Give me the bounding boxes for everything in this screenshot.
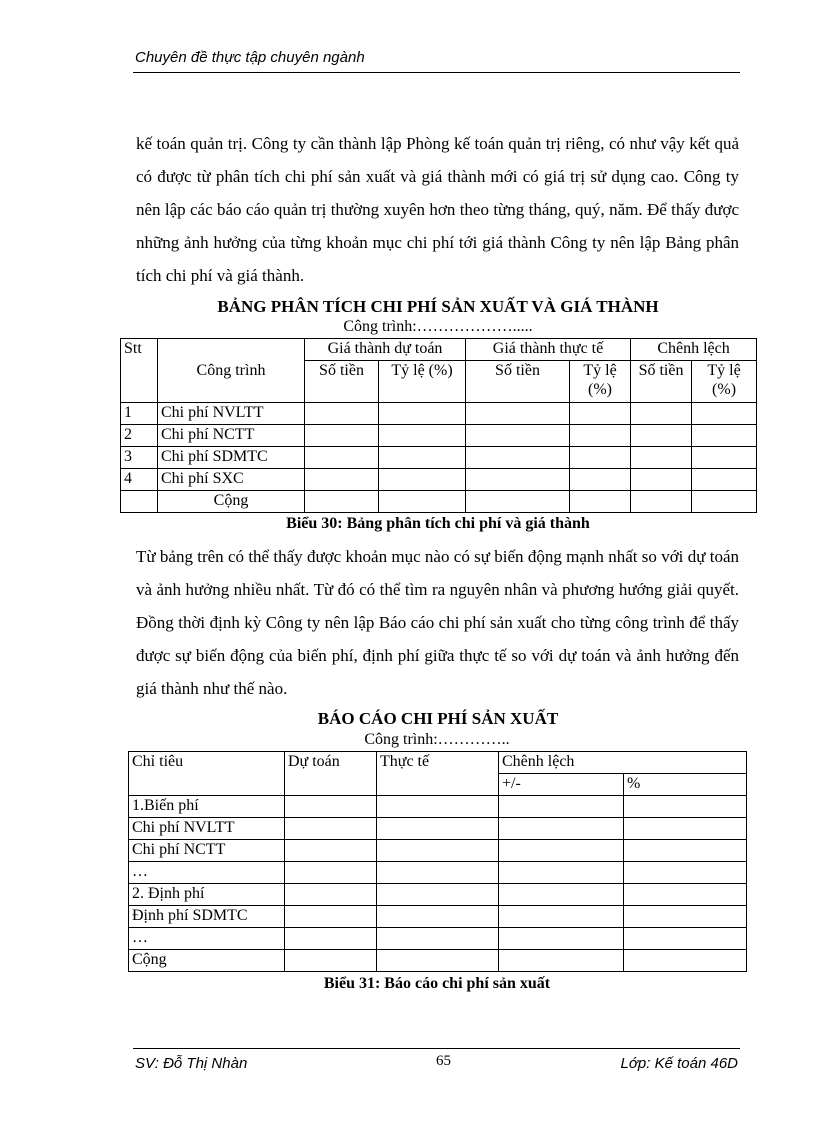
- row-name: Chi phí NCTT: [158, 425, 305, 447]
- header-ty-le: Tỷ lệ (%): [570, 361, 631, 403]
- table1-caption: Biểu 30: Bảng phân tích chi phí và giá thành: [286, 515, 590, 532]
- header-so-tien: Số tiền: [466, 361, 570, 403]
- row-label: …: [129, 928, 285, 950]
- header-ty-le: Tỷ lệ (%): [379, 361, 466, 403]
- row-stt: 3: [121, 447, 158, 469]
- row-label: Định phí SDMTC: [129, 906, 285, 928]
- header-thuc-te: Giá thành thực tế: [466, 339, 631, 361]
- header-stt: Stt: [121, 339, 158, 403]
- table2-subtitle: Công trình:…………..: [364, 731, 510, 748]
- row-label: …: [129, 862, 285, 884]
- production-cost-report-table: [128, 751, 747, 972]
- footer-student: SV: Đỗ Thị Nhàn: [135, 1055, 248, 1072]
- table-row-total: [121, 491, 757, 513]
- page-header-title: Chuyên đề thực tập chuyên ngành: [135, 49, 365, 66]
- table-row: [129, 840, 747, 862]
- table-row: [121, 403, 757, 425]
- paragraph-analysis: Từ bảng trên có thể thấy được khoản mục nào có sự biến động mạnh nhất so với dự toán và ảnh hưởng nhiều nhất. Từ đó có thể tìm ra nguyên nhân và phương hướng giải quyết. Đồng thời định kỳ Công ty nên lập Báo cáo chi phí sản xuất cho từng công trình để thấy được sự biến động của biến phí, định phí giữa thực tế so với dự toán và ảnh hưởng đến giá thành như thế nào.: [136, 547, 739, 698]
- row-label: Chi phí NCTT: [129, 840, 285, 862]
- header-rule: [133, 72, 740, 73]
- table-row: [129, 818, 747, 840]
- paragraph-intro: kế toán quản trị. Công ty cần thành lập Phòng kế toán quản trị riêng, có như vậy kết quả có được từ phân tích chi phí sản xuất và giá thành mới có giá trị sử dụng cao. Công ty nên lập các báo cáo quản trị thường xuyên hơn theo từng tháng, quý, năm. Để thấy được những ảnh hưởng của từng khoản mục chi phí tới giá thành Công ty nên lập Bảng phân tích chi phí và giá thành.: [136, 134, 739, 285]
- header-so-tien: Số tiền: [631, 361, 692, 403]
- table-row: [129, 862, 747, 884]
- row-stt: 2: [121, 425, 158, 447]
- row-label: 1.Biến phí: [129, 796, 285, 818]
- table-row: [121, 469, 757, 491]
- header-plus-minus: +/-: [499, 774, 624, 796]
- table-row: [129, 928, 747, 950]
- table1-title: BẢNG PHÂN TÍCH CHI PHÍ SẢN XUẤT VÀ GIÁ THÀNH: [217, 297, 659, 316]
- table-row: [129, 796, 747, 818]
- cost-analysis-table: [120, 338, 757, 513]
- row-name: Chi phí NVLTT: [158, 403, 305, 425]
- table-row: [129, 906, 747, 928]
- row-stt: [121, 491, 158, 513]
- header-chenh-lech: Chênh lệch: [499, 752, 747, 774]
- table-row: [121, 425, 757, 447]
- row-label: Chi phí NVLTT: [129, 818, 285, 840]
- header-du-toan: Dự toán: [285, 752, 377, 796]
- table-row-total: [129, 950, 747, 972]
- row-label: 2. Định phí: [129, 884, 285, 906]
- row-name: Cộng: [158, 491, 305, 513]
- footer-rule: [133, 1048, 740, 1049]
- header-so-tien: Số tiền: [305, 361, 379, 403]
- row-stt: 4: [121, 469, 158, 491]
- header-ty-le: Tỷ lệ (%): [692, 361, 757, 403]
- table-row: [129, 884, 747, 906]
- table-row: [121, 447, 757, 469]
- header-thuc-te: Thực tế: [377, 752, 499, 796]
- row-name: Chi phí SDMTC: [158, 447, 305, 469]
- table1-subtitle: Công trình:……………….....: [343, 318, 533, 335]
- header-chenh-lech: Chênh lệch: [631, 339, 757, 361]
- header-chi-tieu: Chỉ tiêu: [129, 752, 285, 796]
- page-number: 65: [436, 1053, 451, 1069]
- row-name: Chi phí SXC: [158, 469, 305, 491]
- table2-caption: Biểu 31: Báo cáo chi phí sản xuất: [323, 975, 551, 992]
- header-cong-trinh: Công trình: [158, 339, 305, 403]
- table2-title: BÁO CÁO CHI PHÍ SẢN XUẤT: [317, 709, 559, 728]
- header-du-toan: Giá thành dự toán: [305, 339, 466, 361]
- footer-class: Lớp: Kế toán 46D: [620, 1055, 738, 1072]
- header-percent: %: [624, 774, 747, 796]
- row-stt: 1: [121, 403, 158, 425]
- row-label: Cộng: [129, 950, 285, 972]
